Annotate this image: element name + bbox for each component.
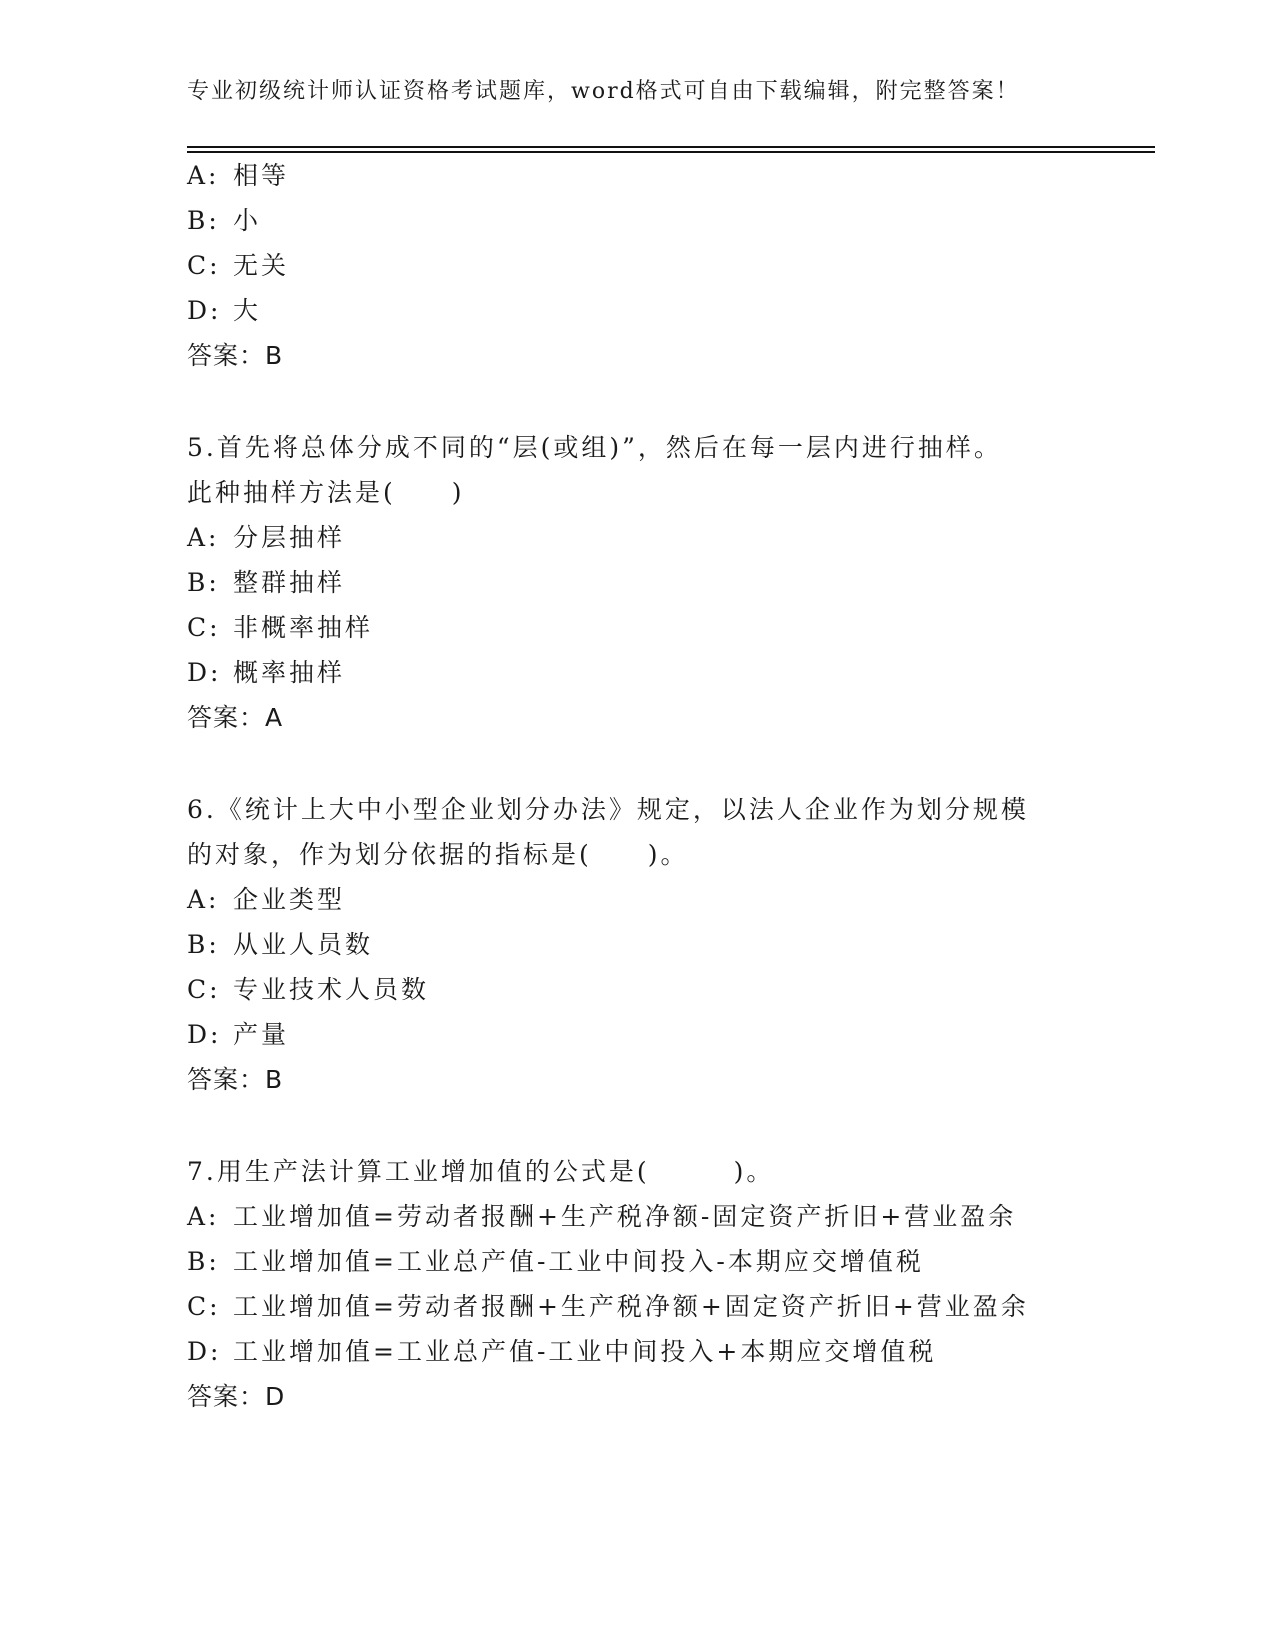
option-text: 概率抽样 (233, 658, 346, 687)
answer: 答案：B (187, 1065, 284, 1094)
option-b (187, 929, 373, 961)
option-label: A: (187, 523, 220, 552)
option-label: B: (187, 206, 220, 235)
option-label: B: (187, 1247, 220, 1276)
option-text: 工业增加值=劳动者报酬+生产税净额-固定资产折旧+营业盈余 (233, 1202, 1017, 1231)
option-d (187, 1336, 936, 1368)
option-text: 大 (233, 296, 262, 325)
option-label: A: (187, 161, 220, 190)
option-label: C: (187, 975, 221, 1004)
option-a (187, 160, 289, 192)
option-text: 工业增加值=劳动者报酬+生产税净额+固定资产折旧+营业盈余 (233, 1292, 1029, 1321)
answer: 答案：B (187, 341, 284, 370)
option-text: 整群抽样 (233, 568, 346, 597)
option-a (187, 522, 345, 554)
option-text: 无关 (233, 251, 290, 280)
option-label: B: (187, 930, 220, 959)
option-b (187, 1246, 924, 1278)
page-header: 专业初级统计师认证资格考试题库，word格式可自由下载编辑，附完整答案！ (187, 79, 1020, 104)
option-d (187, 657, 345, 689)
option-d (187, 1019, 289, 1051)
option-text: 从业人员数 (233, 930, 374, 959)
header-divider-second (187, 151, 1155, 153)
option-b (187, 205, 261, 237)
option-label: C: (187, 613, 221, 642)
option-label: D: (187, 658, 222, 687)
option-a (187, 884, 345, 916)
option-label: A: (187, 885, 220, 914)
option-c (187, 250, 289, 282)
option-text: 相等 (233, 161, 290, 190)
option-c (187, 1291, 1029, 1323)
option-label: D: (187, 1337, 222, 1366)
option-text: 专业技术人员数 (233, 975, 430, 1004)
option-text: 小 (233, 206, 262, 235)
option-text: 企业类型 (233, 885, 346, 914)
question-stem: 5.首先将总体分成不同的“层(或组)”，然后在每一层内进行抽样。 (187, 433, 1002, 462)
header-divider (187, 146, 1155, 148)
option-label: C: (187, 1292, 221, 1321)
option-a (187, 1201, 1016, 1233)
question-stem: 7.用生产法计算工业增加值的公式是( )。 (187, 1157, 775, 1186)
question-stem-continued: 的对象，作为划分依据的指标是( )。 (187, 840, 689, 869)
option-label: A: (187, 1202, 220, 1231)
option-text: 分层抽样 (233, 523, 346, 552)
option-label: B: (187, 568, 220, 597)
option-text: 产量 (233, 1020, 290, 1049)
option-b (187, 567, 345, 599)
option-text: 工业增加值=工业总产值-工业中间投入-本期应交增值税 (233, 1247, 924, 1276)
option-label: D: (187, 1020, 222, 1049)
option-text: 工业增加值=工业总产值-工业中间投入+本期应交增值税 (233, 1337, 937, 1366)
question-stem: 6.《统计上大中小型企业划分办法》规定，以法人企业作为划分规模 (187, 795, 1029, 824)
option-d (187, 295, 261, 327)
option-c (187, 612, 373, 644)
option-text: 非概率抽样 (233, 613, 374, 642)
question-stem-continued: 此种抽样方法是( ) (187, 478, 465, 507)
option-label: D: (187, 296, 222, 325)
answer: 答案：D (187, 1382, 286, 1411)
option-c (187, 974, 429, 1006)
option-label: C: (187, 251, 221, 280)
answer: 答案：A (187, 703, 284, 732)
